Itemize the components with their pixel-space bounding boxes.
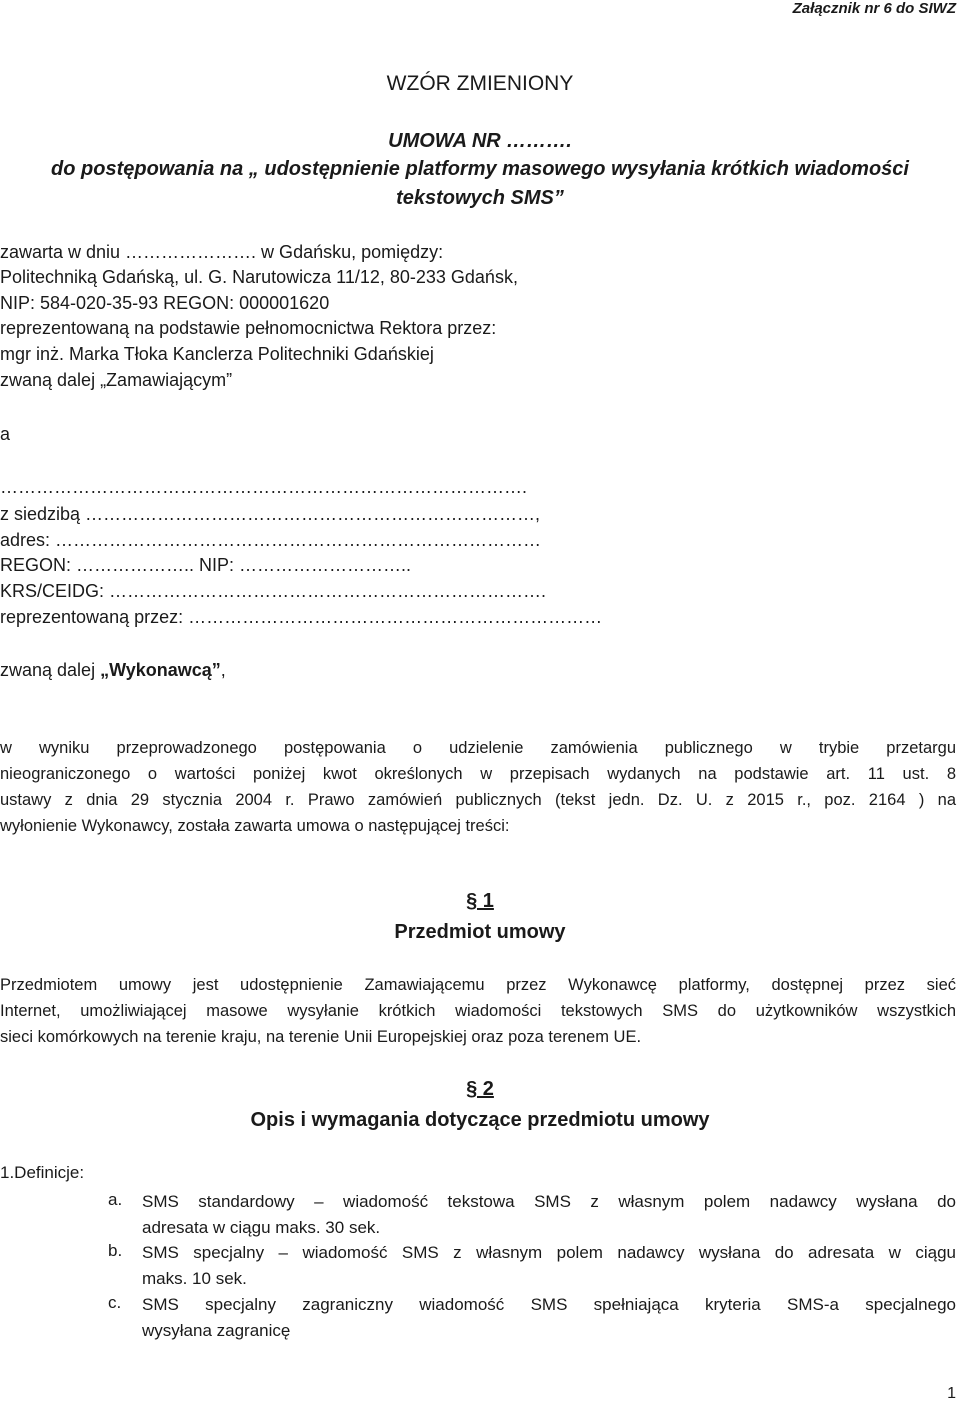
section-1-title: Przedmiot umowy (394, 921, 566, 943)
contractor-designation-prefix: zwaną dalej (0, 660, 101, 680)
intro-paragraph (0, 735, 956, 839)
contractor-address-blank: adres: ……………………………………………………………………… (0, 530, 542, 550)
contract-number: UMOWA NR ………. (388, 130, 572, 152)
contractor-name-blank: ……………………………………………………………………………. (0, 477, 528, 497)
definitions-heading: 1.Definicje: (0, 1163, 85, 1182)
section-1-line-3: sieci komórkowych na terenie kraju, na terenie Unii Europejskiej oraz poza terenem UE. (0, 1028, 642, 1046)
contractor-krs-blank: KRS/CEIDG: ………………………………………………………………. (0, 581, 547, 601)
intro-line-3: ustawy z dnia 29 stycznia 2004 r. Prawo zamówień publicznych (tekst jedn. Dz. U. z 2015 r., poz. 2164 ) na (0, 791, 956, 809)
definition-letter-a: a. (108, 1190, 123, 1209)
section-1-line-1: Przedmiotem umowy jest udostępnienie Zamawiającemu przez Wykonawcę platformy, dostępnej przez sieć (0, 976, 956, 994)
definition-letter-b: b. (108, 1241, 123, 1260)
contractor-designation-suffix: , (220, 660, 226, 680)
contractor-designation (0, 660, 226, 681)
document-status: WZÓR ZMIENIONY (386, 72, 574, 95)
intro-line-1: w wyniku przeprowadzonego postępowania o udzielenie zamówienia publicznego w trybie przetargu (0, 739, 956, 757)
client-representation: reprezentowaną na podstawie pełnomocnictwa Rektora przez: (0, 318, 497, 338)
contractor-representative-blank: reprezentowaną przez: …………………………………………………………… (0, 607, 603, 627)
parties-date-line: zawarta w dniu …………………. w Gdańsku, pomiędzy: (0, 242, 444, 262)
definition-c: SMS specjalny zagraniczny wiadomość SMS spełniająca kryteria SMS-a specjalnego wysyłana zagranicę (142, 1295, 956, 1340)
definition-b: SMS specjalny – wiadomość SMS z własnym polem nadawcy wysłana do adresata w ciągu maks. 10 sek. (142, 1243, 956, 1288)
section-1-label: § 1 (466, 890, 494, 912)
intro-line-4: wyłonienie Wykonawcy, została zawarta umowa o następującej treści: (0, 817, 510, 835)
conjunction: a (0, 424, 11, 444)
contract-subject-line-1: do postępowania na „ udostępnienie platformy masowego wysyłania krótkich wiadomości (51, 158, 909, 180)
section-2-label: § 2 (466, 1078, 494, 1100)
client-representative: mgr inż. Marka Tłoka Kanclerza Politechniki Gdańskiej (0, 344, 434, 364)
attachment-label: Załącznik nr 6 do SIWZ (792, 0, 956, 17)
contract-subject-line-2: tekstowych SMS” (396, 187, 564, 209)
intro-line-2: nieograniczonego o wartości poniżej kwot określonych w przepisach wydanych na podstawie art. 11 ust. 8 (0, 765, 956, 783)
client-designation: zwaną dalej „Zamawiającym” (0, 370, 233, 390)
client-name-address: Politechniką Gdańską, ul. G. Narutowicza 11/12, 80-233 Gdańsk, (0, 267, 518, 287)
contractor-regon-nip-blank: REGON: ……………….. NIP: ……………………….. (0, 555, 412, 575)
section-1-paragraph (0, 972, 956, 1050)
definition-letter-c: c. (108, 1293, 122, 1312)
contractor-seat-blank: z siedzibą …………………………………………………………………, (0, 504, 541, 524)
page-number: 1 (947, 1385, 956, 1402)
definition-a: SMS standardowy – wiadomość tekstowa SMS z własnym polem nadawcy wysłana do adresata w ciągu maks. 30 sek. (142, 1192, 956, 1237)
contractor-designation-name: „Wykonawcą” (100, 660, 221, 680)
section-1-line-2: Internet, umożliwiającej masowe wysyłanie krótkich wiadomości tekstowych SMS do użytkowników wszystkich (0, 1002, 956, 1020)
section-2-title: Opis i wymagania dotyczące przedmiotu umowy (250, 1109, 710, 1131)
client-nip-regon: NIP: 584-020-35-93 REGON: 000001620 (0, 293, 330, 313)
